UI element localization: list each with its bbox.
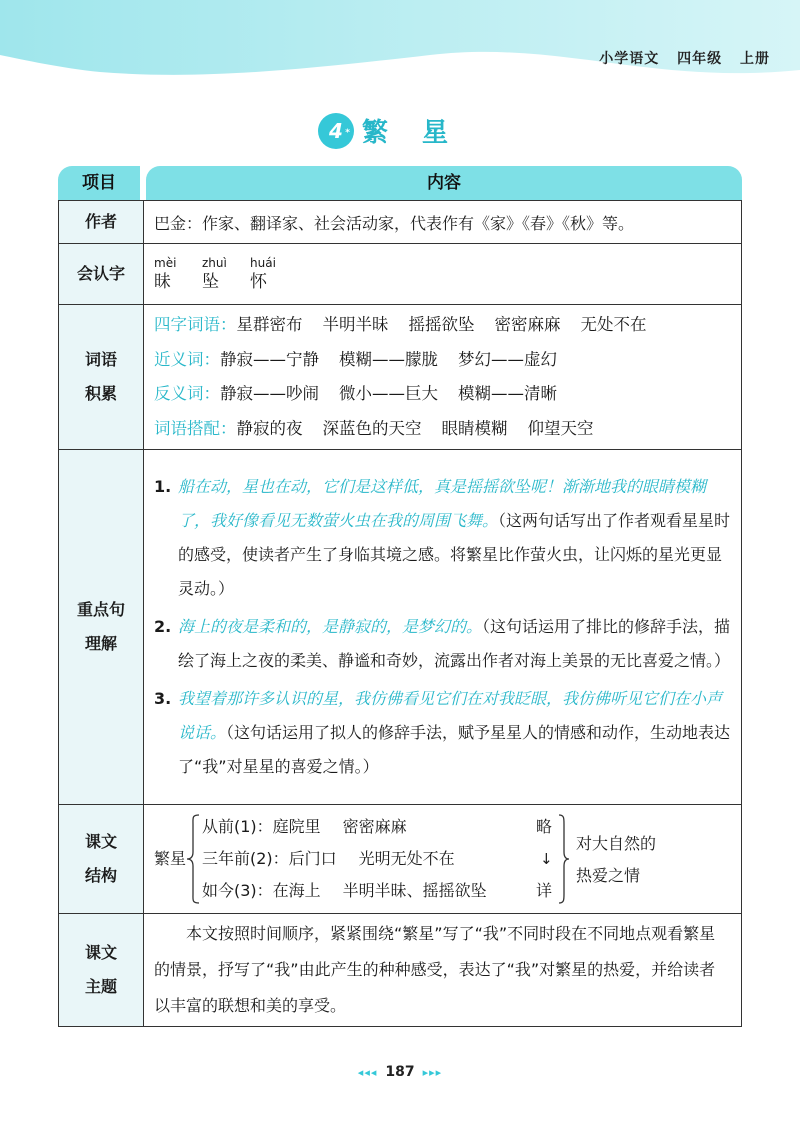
- vocab-word: 模糊——清晰: [458, 384, 557, 403]
- header-item: 项目: [58, 166, 140, 200]
- lesson-mark: *: [345, 127, 350, 138]
- vocab-word: 摇摇欲坠: [408, 315, 475, 334]
- key-sentence-quote: 船在动，星也在动，它们是这样低，真是摇摇欲坠呢！渐渐地我的眼睛模糊了，我好像看见无数萤火虫在我的周围飞舞。: [178, 477, 707, 530]
- vocab-word: 模糊——朦胧: [339, 349, 438, 369]
- structure-summary: [576, 828, 656, 892]
- lesson-title: 繁星: [361, 118, 482, 148]
- key-label-line: 理解: [84, 634, 117, 653]
- header-subject: 小学语文: [599, 51, 660, 67]
- key-sentence-item: [154, 682, 731, 784]
- chars-content: [144, 244, 742, 305]
- vocab-label-line: 词语: [84, 350, 117, 369]
- structure-line-b: 密密麻麻: [342, 817, 407, 836]
- lesson-number-badge: [318, 113, 354, 149]
- vocab-group-label: 四字词语：: [154, 315, 237, 334]
- page-number: 187: [385, 1064, 415, 1080]
- key-label-line: 重点句: [76, 600, 125, 619]
- structure-label: [59, 805, 144, 914]
- pinyin: huái: [250, 256, 276, 270]
- vocab-word: 静寂的夜: [236, 418, 303, 438]
- vocab-word: 眼睛模糊: [441, 418, 508, 438]
- header-term: 上册: [740, 51, 770, 67]
- key-content: [144, 450, 742, 805]
- theme-content: [144, 914, 742, 1027]
- down-arrow-icon: ↓: [540, 850, 553, 868]
- pinyin-line: [154, 256, 731, 270]
- header-grade: 四年级: [677, 51, 723, 67]
- row-theme: [59, 914, 742, 1027]
- right-brace: [558, 814, 570, 904]
- row-structure: [59, 805, 742, 914]
- left-arrows-icon: ◂◂◂: [357, 1066, 378, 1079]
- pinyin: mèi: [154, 256, 177, 270]
- structure-line-a: 三年前(2)：后门口: [202, 849, 337, 868]
- left-brace: [186, 814, 200, 904]
- vocab-group-collocations: [154, 412, 731, 447]
- right-arrows-icon: ▸▸▸: [422, 1066, 443, 1079]
- structure-line: [202, 814, 407, 840]
- lesson-number: 4: [329, 118, 343, 143]
- key-sentence-number: 2.: [154, 617, 172, 636]
- vocab-word: 无处不在: [580, 315, 647, 334]
- vocab-word: 深蓝色的天空: [322, 418, 422, 438]
- vocab-group-four-char: [154, 308, 731, 343]
- author-text: 巴金：作家、翻译家、社会活动家，代表作有《家》《春》《秋》等。: [144, 201, 742, 244]
- structure-line-a: 如今(3)：在海上: [202, 881, 321, 900]
- key-sentence-item: [154, 610, 731, 678]
- vocab-group-label: 反义词：: [154, 384, 220, 403]
- key-sentence-note: （这两句话写出了作者观看星星时的感受，使读者产生了身临其境之感。将繁星比作萤火虫，让闪烁的星光更显灵动。）: [178, 511, 731, 598]
- table-header: [58, 166, 742, 200]
- vocab-word: 半明半昧: [322, 315, 389, 334]
- vocab-word: 静寂——宁静: [220, 349, 319, 369]
- theme-label-line: 课文: [84, 943, 117, 962]
- structure-detail-mark: 详: [536, 881, 553, 900]
- structure-label-line: 课文: [84, 832, 117, 851]
- key-label: [59, 450, 144, 805]
- structure-content: [144, 805, 742, 914]
- header-wave: [0, 0, 800, 90]
- structure-line-a: 从前(1)：庭院里: [202, 817, 321, 836]
- header-content: 内容: [146, 166, 742, 200]
- summary-table: [58, 200, 742, 1027]
- vocab-group-antonyms: [154, 377, 731, 412]
- vocab-content: [144, 305, 742, 450]
- page-footer: [0, 1064, 800, 1080]
- hanzi: 坠: [202, 272, 219, 292]
- key-sentence-quote: 我望着那许多认识的星，我仿佛看见它们在对我眨眼，我仿佛听见它们在小声说话。: [178, 689, 723, 742]
- key-sentence-number: 1.: [154, 477, 172, 496]
- vocab-word: 梦幻——虚幻: [458, 349, 557, 369]
- structure-line: [202, 878, 487, 904]
- vocab-word: 微小——巨大: [339, 384, 438, 403]
- key-sentence-number: 3.: [154, 689, 172, 708]
- hanzi: 昧: [154, 272, 171, 292]
- pinyin: zhuì: [202, 256, 227, 270]
- vocab-group-label: 词语搭配：: [154, 418, 237, 438]
- vocab-label: [59, 305, 144, 450]
- vocab-word: 密密麻麻: [494, 315, 561, 334]
- key-sentence-item: [154, 470, 731, 606]
- structure-label-line: 结构: [84, 866, 117, 885]
- structure-root: 繁星: [154, 849, 187, 868]
- author-label: 作者: [59, 201, 144, 244]
- vocab-group-label: 近义词：: [154, 349, 220, 369]
- theme-label: [59, 914, 144, 1027]
- theme-label-line: 主题: [84, 977, 117, 996]
- row-author: [59, 201, 742, 244]
- hanzi: 怀: [250, 272, 267, 292]
- structure-line-b: 半明半昧、摇摇欲坠: [342, 881, 487, 900]
- theme-text: 本文按照时间顺序，紧紧围绕“繁星”写了“我”不同时段在不同地点观看繁星的情景，抒写了“我”由此产生的种种感受，表达了“我”对繁星的热爱，并给读者以丰富的联想和美的享受。: [154, 924, 716, 1015]
- structure-diagram: [154, 806, 731, 912]
- lesson-heading: [0, 112, 800, 149]
- book-header: [587, 48, 770, 68]
- hanzi-line: [154, 270, 731, 294]
- key-sentence-note: （这句话运用了排比的修辞手法，描绘了海上之夜的柔美、静谧和奇妙，流露出作者对海上美景的无比喜爱之情。）: [178, 617, 731, 670]
- vocab-word: 仰望天空: [527, 418, 594, 438]
- chars-label: 会认字: [59, 244, 144, 305]
- key-sentence-quote: 海上的夜是柔和的，是静寂的，是梦幻的。: [178, 617, 483, 636]
- vocab-word: 静寂——吵闹: [220, 384, 319, 403]
- summary-line: 对大自然的: [576, 834, 657, 853]
- structure-brief-mark: 略: [536, 817, 553, 836]
- row-vocabulary: [59, 305, 742, 450]
- summary-line: 热爱之情: [576, 866, 641, 885]
- row-key-sentences: [59, 450, 742, 805]
- vocab-group-synonyms: [154, 343, 731, 378]
- vocab-label-line: 积累: [84, 384, 117, 403]
- key-sentence-note: （这句话运用了拟人的修辞手法，赋予星星人的情感和动作，生动地表达了“我”对星星的喜爱之情。）: [178, 723, 731, 776]
- vocab-word: 星群密布: [236, 315, 303, 334]
- structure-line-b: 光明无处不在: [358, 849, 455, 868]
- row-characters: [59, 244, 742, 305]
- structure-line: [202, 846, 455, 872]
